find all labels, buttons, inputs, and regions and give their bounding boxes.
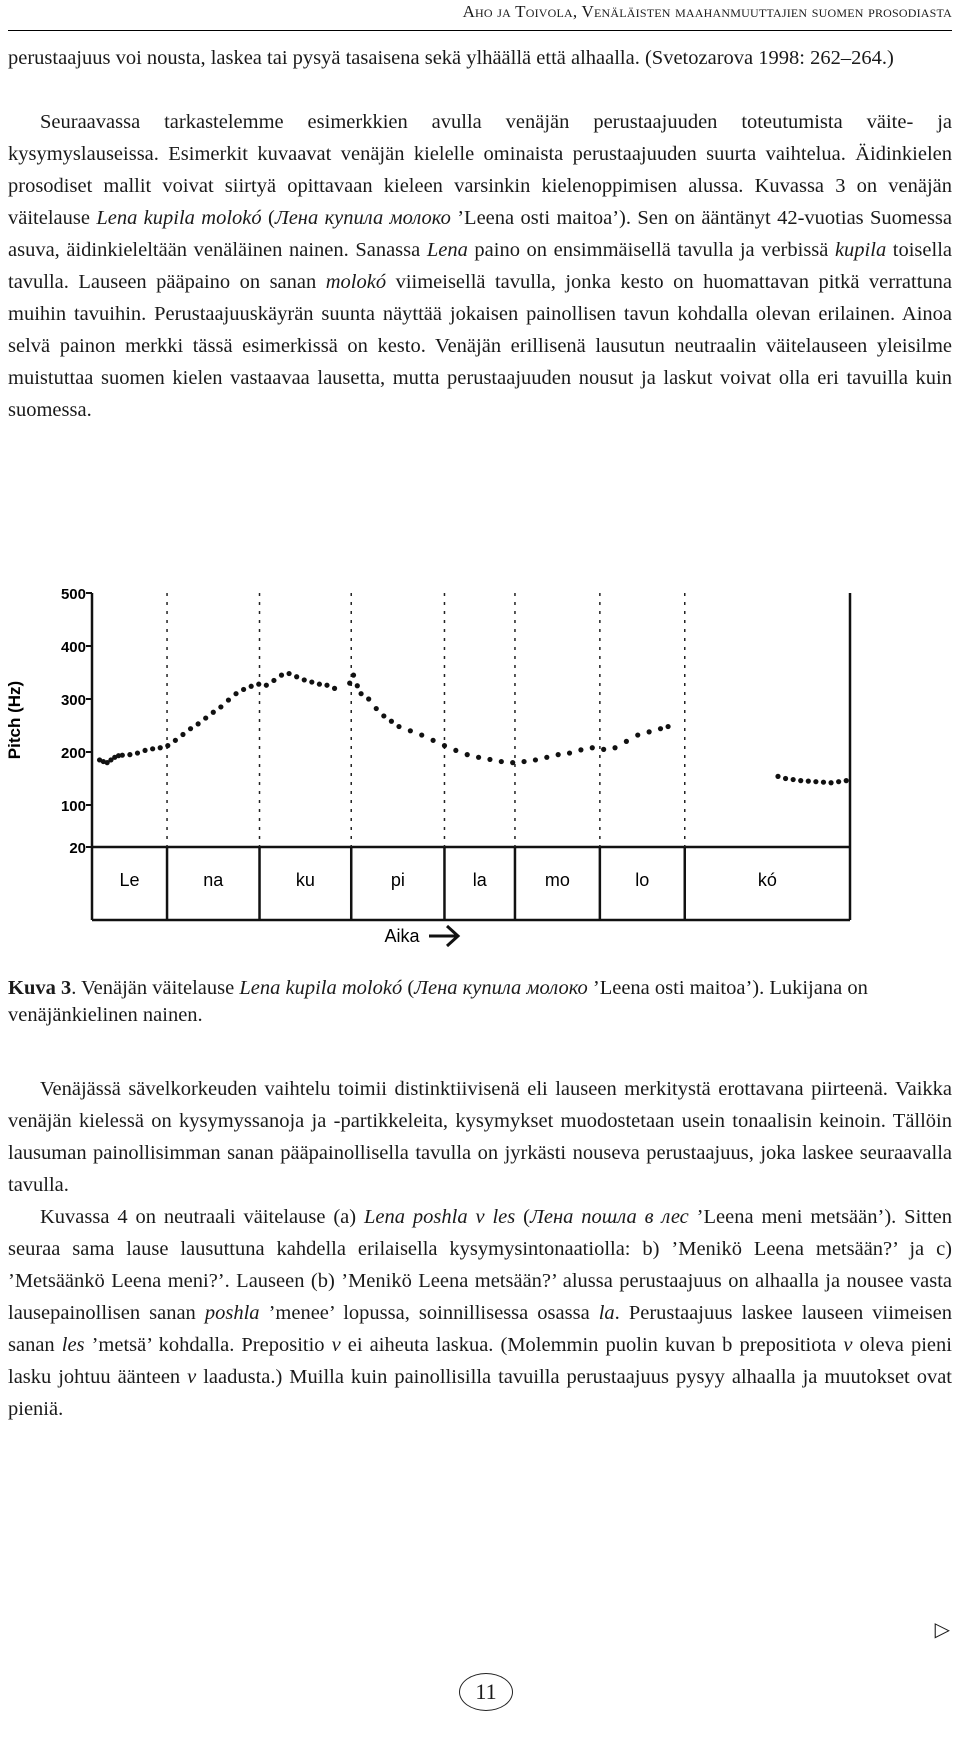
pitch-point xyxy=(465,752,470,757)
pitch-point xyxy=(173,738,178,743)
pitch-point xyxy=(791,777,796,782)
pitch-point xyxy=(828,780,833,785)
header-rule xyxy=(8,30,952,31)
y-ticks xyxy=(61,586,92,857)
pitch-chart xyxy=(0,575,960,960)
figure-caption: Kuva 3. Venäjän väitelause Lena kupila molokó (Лена купила молоко ’Leena osti maitoa’). Lukijana on venäjänkielinen nainen. xyxy=(8,977,868,1026)
pitch-point xyxy=(647,729,652,734)
pitch-point xyxy=(821,780,826,785)
pitch-point xyxy=(665,724,670,729)
syllable-label: kó xyxy=(757,870,777,890)
pitch-point xyxy=(355,683,360,688)
pitch-point xyxy=(658,726,663,731)
syllable-label: pi xyxy=(390,870,405,890)
pitch-point xyxy=(533,757,538,762)
pitch-point xyxy=(302,677,307,682)
pitch-point xyxy=(567,750,572,755)
pitch-point xyxy=(317,682,322,687)
pitch-point xyxy=(347,681,352,686)
syllable-label: na xyxy=(203,870,224,890)
pitch-point xyxy=(271,678,276,683)
pitch-point xyxy=(233,691,238,696)
pitch-point xyxy=(158,745,163,750)
pitch-point xyxy=(510,760,515,765)
y-tick-label: 200 xyxy=(60,745,86,762)
y-tick-label: 300 xyxy=(60,692,86,709)
pitch-point xyxy=(249,684,254,689)
pitch-point xyxy=(590,745,595,750)
pitch-point xyxy=(294,674,299,679)
y-tick-label: 20 xyxy=(69,840,86,857)
pitch-point xyxy=(381,713,386,718)
pitch-point xyxy=(256,682,261,687)
running-head: Aho ja Toivola, Venäläisten maahanmuuttajien suomen prosodiasta xyxy=(462,2,952,21)
pitch-point xyxy=(499,759,504,764)
pitch-point xyxy=(396,724,401,729)
syllable-label: Le xyxy=(119,870,140,890)
pitch-point xyxy=(798,778,803,783)
paragraph-2: Seuraavassa tarkastelemme esimerkkien avulla venäjän perustaajuuden toteutumista väite- ja kysymyslauseissa. Esimerkit kuvaavat venäjän kielelle ominaista perustaajuuden suurta vaihtelua. Äidinkielen prosodiset mallit voivat siirtyä opittavaan kieleen varsinkin kielenoppimisen alussa. Kuvassa 3 on venäjän väitelause Lena kupila molokó (Лена купила молоко ’Leena osti maitoa’). Sen on ääntänyt 42-vuotias Suomessa asuva, äidinkieleltään venäläinen nainen. Sanassa Lena paino on ensimmäisellä tavulla ja verbissä kupila toisella tavulla. Lauseen pääpaino on sanan molokó viimeisellä tavulla, jonka kesto on huomattavan pitkä verrattuna muihin tavuihin. Perustaajuuskäyrän suunta näyttää jokaisen painollisen tavun kohdalla olevan erilainen. Ainoa selvä painon merkki tässä esimerkissä on kesto. Venäjän erillisenä lausutun neutraalin väitelauseen yleisilme muistuttaa suomen kielen vastaavaa lausetta, mutta perustaajuuden nousut ja laskut voivat olla eri tavuilla kuin suomessa. xyxy=(8,111,953,421)
pitch-point xyxy=(487,757,492,762)
pitch-point xyxy=(813,779,818,784)
pitch-point xyxy=(351,673,356,678)
pitch-point xyxy=(556,752,561,757)
pitch-points xyxy=(97,671,849,785)
pitch-point xyxy=(150,746,155,751)
pitch-point xyxy=(408,728,413,733)
pitch-point xyxy=(783,776,788,781)
y-tick-label: 500 xyxy=(60,586,86,603)
pitch-point xyxy=(442,743,447,748)
syllable-label: lo xyxy=(635,870,650,890)
pitch-point xyxy=(419,732,424,737)
pitch-point xyxy=(286,671,291,676)
pitch-point xyxy=(332,686,337,691)
pitch-point xyxy=(624,739,629,744)
pitch-point xyxy=(374,706,379,711)
y-tick-label: 100 xyxy=(60,798,86,815)
pitch-chart-svg xyxy=(0,575,960,960)
pitch-point xyxy=(844,778,849,783)
pitch-point xyxy=(775,774,780,779)
pitch-point xyxy=(836,779,841,784)
pitch-point xyxy=(635,732,640,737)
y-axis-label: Pitch (Hz) xyxy=(5,680,24,760)
pitch-point xyxy=(203,715,208,720)
pitch-point xyxy=(165,743,170,748)
syllable-labels xyxy=(120,870,777,890)
pitch-point xyxy=(188,726,193,731)
x-axis-label: Aika xyxy=(384,926,420,946)
paragraph-1: perustaajuus voi nousta, laskea tai pysyä tasaisena sekä ylhäällä että alhaalla. (Svetozarova 1998: 262–264.) xyxy=(8,47,894,69)
paragraph-4: Kuvassa 4 on neutraali väitelause (a) Lena poshla v les (Лена пошла в лес ’Leena meni metsään’). Sitten seuraa sama lause lausuttuna kahdella erilaisella kysymysintonaatiolla: b) ’Menikö Leena metsään?’ ja c) ’Metsäänkö Leena meni?’. Lauseen (b) ’Menikö Leena metsään?’ alussa perustaajuus on alhaalla ja nousee vasta lausepainollisen sanan poshla ’menee’ lopussa, soinnillisessa osassa la. Perustaajuus laskee lauseen viimeisen sanan les ’metsä’ kohdalla. Prepositio v ei aiheuta laskua. (Molemmin puolin kuvan b prepositiota v oleva pieni lasku johtuu äänteen v laadusta.) Muilla kuin painollisilla tavuilla perustaajuus pysyy alhaalla ja muutokset ovat pieniä. xyxy=(8,1206,953,1420)
pitch-point xyxy=(142,748,147,753)
pitch-point xyxy=(521,759,526,764)
triangle-right-icon: ▷ xyxy=(934,1619,950,1641)
syllable-label: la xyxy=(472,870,487,890)
pitch-point xyxy=(366,696,371,701)
pitch-point xyxy=(180,732,185,737)
pitch-point xyxy=(196,721,201,726)
pitch-point xyxy=(135,750,140,755)
pitch-point xyxy=(806,779,811,784)
pitch-point xyxy=(120,753,125,758)
pitch-point xyxy=(264,683,269,688)
paragraph-3: Venäjässä sävelkorkeuden vaihtelu toimii distinktiivisenä eli lauseen merkitystä erottavana piirteenä. Vaikka venäjän kielessä on kysymyssanoja ja -partikkeleita, kysymykset muodostetaan usein tonaalisin keinoin. Tällöin lausuman painollisimman sanan pääpainollisella tavulla on jyrkästi nouseva perustaajuus, joka laskee seuraavalla tavulla. xyxy=(8,1078,952,1196)
pitch-point xyxy=(309,679,314,684)
pitch-point xyxy=(324,683,329,688)
y-tick-label: 400 xyxy=(60,639,86,656)
pitch-point xyxy=(241,687,246,692)
pitch-point xyxy=(389,719,394,724)
syllable-label: mo xyxy=(544,870,570,890)
pitch-point xyxy=(218,704,223,709)
pitch-point xyxy=(226,697,231,702)
pitch-point xyxy=(453,748,458,753)
pitch-point xyxy=(211,710,216,715)
pitch-point xyxy=(431,738,436,743)
pitch-point xyxy=(612,745,617,750)
page-number: 11 xyxy=(459,1673,513,1711)
pitch-point xyxy=(578,747,583,752)
pitch-point xyxy=(127,752,132,757)
pitch-point xyxy=(544,755,549,760)
pitch-point xyxy=(279,673,284,678)
pitch-point xyxy=(358,691,363,696)
syllable-label: ku xyxy=(295,870,315,890)
pitch-point xyxy=(476,755,481,760)
pitch-point xyxy=(601,747,606,752)
arrow-right-icon xyxy=(429,926,458,946)
